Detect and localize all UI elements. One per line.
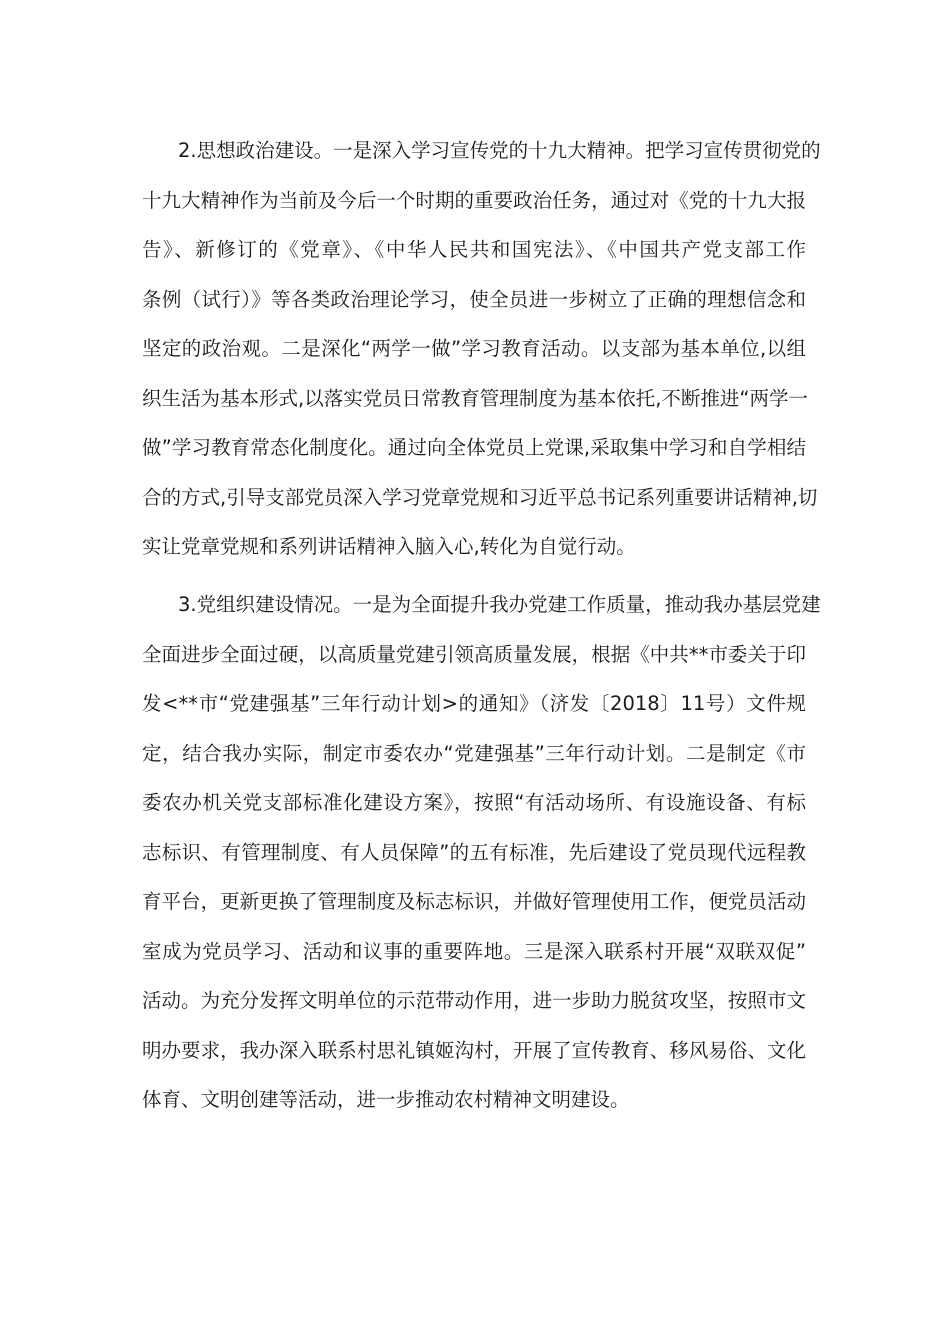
paragraph-line: 合的方式,引导支部党员深入学习党章党规和习近平总书记系列重要讲话精神,切 <box>142 485 818 509</box>
paragraph-line: 3.党组织建设情况。一是为全面提升我办党建工作质量，推动我办基层党建 <box>178 593 821 616</box>
paragraph-line: 告》、新修订的《党章》、《中华人民共和国宪法》、《中国共产党支部工作 <box>142 238 806 261</box>
paragraph-line: 坚定的政治观。二是深化“两学一做”学习教育活动。以支部为基本单位,以组 <box>142 337 806 360</box>
paragraph-line: 体育、文明创建等活动，进一步推动农村精神文明建设。 <box>142 1088 630 1111</box>
paragraph-line: 发<**市“党建强基”三年行动计划>的通知》（济发〔2018〕11号）文件规 <box>142 692 806 715</box>
paragraph-line: 志标识、有管理制度、有人员保障”的五有标准，先后建设了党员现代远程教 <box>142 840 806 864</box>
paragraph-line: 织生活为基本形式,以落实党员日常教育管理制度为基本依托,不断推进“两学一 <box>142 386 808 410</box>
paragraph-line: 做”学习教育常态化制度化。通过向全体党员上党课,采取集中学习和自学相结 <box>142 436 806 459</box>
paragraph-line: 明办要求，我办深入联系村思礼镇姬沟村，开展了宣传教育、移风易俗、文化 <box>142 1038 806 1062</box>
paragraph-line: 全面进步全面过硬，以高质量党建引领高质量发展，根据《中共**市委关于印 <box>142 642 806 666</box>
paragraph-line: 实让党章党规和系列讲话精神入脑入心,转化为自觉行动。 <box>142 535 636 558</box>
paragraph-line: 定，结合我办实际，制定市委农办“党建强基”三年行动计划。二是制定《市 <box>142 741 806 765</box>
paragraph-line: 委农办机关党支部标准化建设方案》，按照“有活动场所、有设施设备、有标 <box>142 791 806 814</box>
paragraph-line: 十九大精神作为当前及今后一个时期的重要政治任务，通过对《党的十九大报 <box>142 188 806 212</box>
paragraph-line: 室成为党员学习、活动和议事的重要阵地。三是深入联系村开展“双联双促” <box>142 939 806 963</box>
paragraph-line: 育平台，更新更换了管理制度及标志标识，并做好管理使用工作，便党员活动 <box>142 890 806 913</box>
paragraph-line: 活动。为充分发挥文明单位的示范带动作用，进一步助力脱贫攻坚，按照市文 <box>142 989 806 1012</box>
paragraph-line: 2.思想政治建设。一是深入学习宣传党的十九大精神。把学习宣传贯彻党的 <box>178 139 821 162</box>
paragraph-line: 条例（试行）》等各类政治理论学习，使全员进一步树立了正确的理想信念和 <box>142 287 806 311</box>
